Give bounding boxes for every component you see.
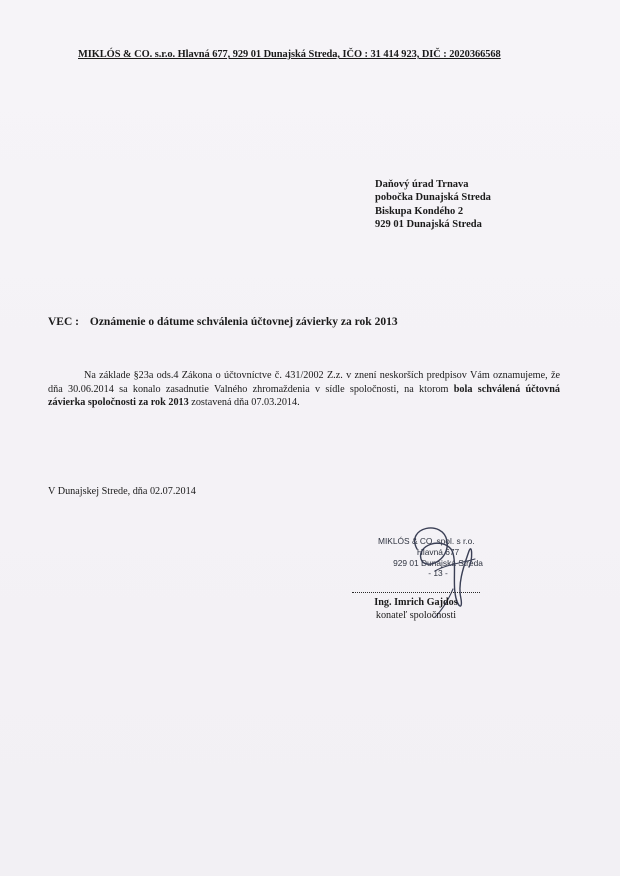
subject-line <box>48 316 398 328</box>
letterhead: MIKLÓS & CO. s.r.o. Hlavná 677, 929 01 Dunajská Streda, IČO : 31 414 923, DIČ : 2020366568 <box>78 49 501 60</box>
stamp-company: MIKLÓS & CO <box>378 536 433 546</box>
stamp-city: 929 01 Dunajská Streda <box>393 557 483 568</box>
signer-name: Ing. Imrich Gajdos <box>374 597 458 608</box>
signature-line <box>352 592 480 593</box>
stamp-street: Hlavná 677 <box>416 546 460 557</box>
stamp-number: - 13 - <box>428 568 448 579</box>
recipient-line-2: pobočka Dunajská Streda <box>375 192 491 204</box>
recipient-line-1: Daňový úrad Trnava <box>375 179 469 190</box>
body-text-bold: bola schválená účtovná závierka spoločnosti za rok 2013 <box>48 383 560 409</box>
place-and-date: V Dunajskej Strede, dňa 02.07.2014 <box>48 486 196 497</box>
recipient-address <box>375 178 491 232</box>
signer-block <box>352 596 480 622</box>
body-paragraph <box>48 369 560 410</box>
recipient-line-4: 929 01 Dunajská Streda <box>375 219 482 231</box>
subject-label: VEC : <box>48 316 79 328</box>
recipient-line-3: Biskupa Kondého 2 <box>375 205 464 217</box>
stamp-company-suffix: spol. s r.o. <box>436 536 475 546</box>
signer-role: konateľ spoločnosti <box>375 610 457 621</box>
subject-text: Oznámenie o dátume schválenia účtovnej závierky za rok 2013 <box>89 316 398 328</box>
body-text-part-2: zostavená dňa 07.03.2014. <box>188 397 300 409</box>
body-text-part-1: Na základe §23a ods.4 Zákona o účtovníctve č. 431/2002 Z.z. v znení neskorších predpisov Vám oznamujeme, že dňa 30.06.2014 sa konalo zasadnutie Valného zhromaždenia v sídle spoločnosti, na ktorom <box>48 370 560 395</box>
